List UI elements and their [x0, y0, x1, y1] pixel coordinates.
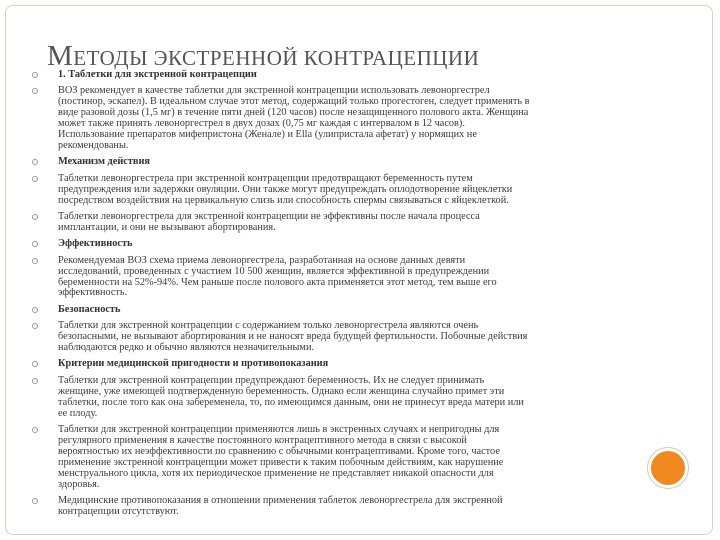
text-line: Таблетки для экстренной контрацепции предупреждают беременность. Их не следует принимать: [58, 374, 485, 386]
paragraph-item: [30, 86, 680, 151]
text-line: рекомендованы.: [58, 139, 129, 151]
text-line: Использование препаратов мифепристона (Женале) и Еllа (улипристала афетат) у нормящих не: [58, 129, 477, 141]
bullet-icon: [32, 72, 38, 78]
accent-circle: [651, 451, 685, 485]
section-heading: [30, 70, 680, 81]
paragraph-item: [30, 425, 680, 490]
section-heading: [30, 157, 680, 168]
bullet-icon: [32, 361, 38, 367]
text-line: Таблетки левоноргестрела для экстренной контрацепции не эффективны после начала процесса: [58, 210, 480, 222]
bullet-icon: [32, 159, 38, 165]
text-line: Безопасность: [58, 303, 121, 315]
text-line: может также принять левоноргестрел в двух дозах (0,75 мг каждая с интервалом в 12 часов).: [58, 118, 465, 130]
text-line: посредством воздействия на цервикальную слизь или способность спермы связываться с яйцеклеткой.: [58, 194, 509, 206]
text-line: имплантации, и они не вызывают абортирования.: [58, 221, 276, 233]
paragraph-item: [30, 496, 680, 518]
text-line: эффективность.: [58, 287, 128, 299]
paragraph-item: [30, 376, 680, 420]
text-line: женщине, уже имеющей подтвержденную беременность. Однако если женщина случайно примет эти: [58, 385, 505, 397]
bullet-icon: [32, 498, 38, 504]
text-line: Таблетки для экстренной контрацепции применяются лишь в экстренных случаях и непригодны для: [58, 423, 500, 435]
paragraph-item: [30, 321, 680, 354]
paragraph-item: [30, 256, 680, 300]
text-line: беременности на 52%-94%. Чем раньше после полового акта применяется этот метод, тем выше его: [58, 276, 497, 288]
text-line: безопасными, не вызывают абортирования и не наносят вреда будущей фертильности. Побочные действия: [58, 331, 528, 343]
section-heading: [30, 305, 680, 316]
bullet-icon: [32, 378, 38, 384]
paragraph-item: [30, 174, 680, 207]
text-line: Медицинские противопоказания в отношении применения таблеток левоноргестрела для экстренной: [58, 494, 503, 506]
text-line: ВОЗ рекомендует в качестве таблетки для экстренной контрацепции использовать левоноргестрел: [58, 85, 490, 97]
text-line: здоровья.: [58, 478, 100, 490]
bullet-icon: [32, 88, 38, 94]
bullet-icon: [32, 307, 38, 313]
text-line: ее плоду.: [58, 407, 98, 419]
bullet-icon: [32, 258, 38, 264]
text-line: Рекомендуемая ВОЗ схема приема левоноргестрела, разработанная на основе данных девяти: [58, 254, 466, 266]
text-line: регулярного применения в качестве постоянного контрацептивного метода в связи с высокой: [58, 434, 467, 446]
text-line: 1. Таблетки для экстренной контрацепции: [58, 69, 257, 80]
text-line: Механизм действия: [58, 156, 150, 168]
text-line: Таблетки левоноргестрела при экстренной контрацепции предотвращают беременность путем: [58, 172, 473, 184]
paragraph-item: [30, 212, 680, 234]
text-line: Таблетки для экстренной контрацепции с содержанием только левоноргестрела являются очень: [58, 320, 479, 332]
text-line: Критерии медицинской пригодности и противопоказания: [58, 358, 329, 370]
section-heading: [30, 239, 680, 250]
text-line: Эффективность: [58, 238, 133, 250]
text-line: виде разовой дозы (1,5 мг) в течение пяти дней (120 часов) после незащищенного полового акта. Женщина: [58, 107, 529, 119]
text-line: менструального цикла, хотя их периодическое применение не представляет никакой опасности для: [58, 467, 494, 479]
text-line: предупреждения или задержки овуляции. Они также могут предупреждать оплодотворение яйцеклетки: [58, 183, 513, 195]
text-line: исследований, проведенных с участием 10 500 женщин, является эффективной в предупреждении: [58, 265, 490, 277]
text-line: таблетки, после того как она забеременела, то, по имеющимся данным, они не принесут вреда матери или: [58, 396, 524, 408]
text-line: наблюдаются редко и обычно являются незначительными.: [58, 342, 315, 354]
section-heading: [30, 359, 680, 370]
text-line: (постинор, эскапел). В идеальном случае этот метод, содержащий только прогестоген, следует применять в: [58, 96, 530, 108]
bullet-icon: [32, 214, 38, 220]
bullet-icon: [32, 176, 38, 182]
content-list: [30, 70, 680, 523]
title-initial: М: [47, 40, 74, 72]
text-line: вероятностью их неэффективности по сравнению с обычными контрацептивами. Кроме того, частое: [58, 445, 500, 457]
text-line: применение экстренной контрацепции может привести к таким побочным действиям, как нарушение: [58, 456, 504, 468]
title-rest: ЕТОДЫ ЭКСТРЕННОЙ КОНТРАЦЕПЦИИ: [73, 46, 480, 70]
bullet-icon: [32, 323, 38, 329]
bullet-icon: [32, 427, 38, 433]
text-line: контрацепции отсутствуют.: [58, 505, 179, 517]
bullet-icon: [32, 241, 38, 247]
